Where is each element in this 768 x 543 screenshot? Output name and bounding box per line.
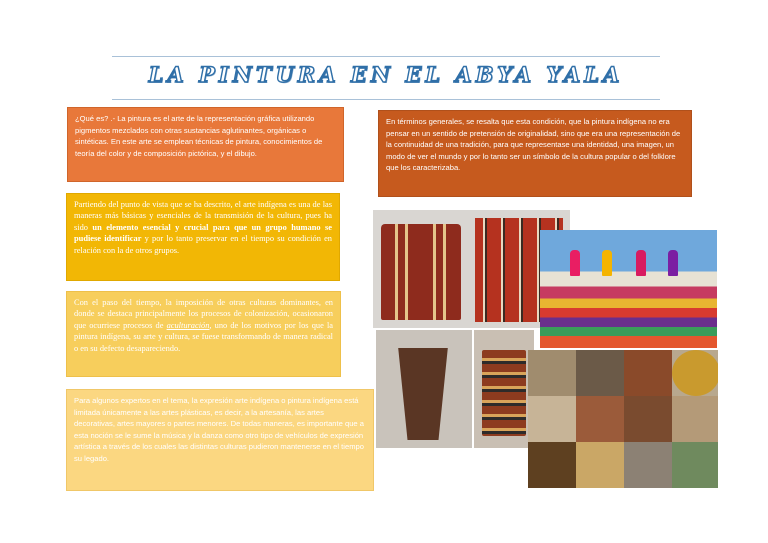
acculturation-term: aculturación xyxy=(166,320,210,330)
depart-emphasis: un elemento esencial y crucial para que un grupo humano se pudiese identificar xyxy=(74,222,332,244)
bottom-rule xyxy=(112,99,660,100)
depart-text-b: y por lo tanto preservar en el tiempo su condición en relación con la de otros grupos. xyxy=(74,234,332,255)
kero-vessel-photo xyxy=(474,330,534,448)
acculturation-box xyxy=(66,291,341,377)
definition-box: ¿Qué es? .- La pintura es el arte de la representación gráfica utilizando pigmentos mezclados con otras sustancias aglutinantes, orgánicas o sintéticas. En este arte se emplean técnicas de pintura, conocimientos de teoría del color y de composición pictórica, y el dibujo. xyxy=(67,107,344,182)
time-text-b: , uno de los motivos por los que la pintura indígena, su arte y cultura, se fuese transformando de manera radical o en su defecto desapareciendo. xyxy=(74,320,333,353)
general-terms-box: En términos generales, se resalta que esta condición, que la pintura indígena no era pensar en un sentido de pretensión de originalidad, sino que era una representación de la continuidad de una tradición, para que representase una identidad, una imagen, un modo de ver el mundo y por lo tanto ser un símbolo de la cultura popular o del folklore que los caracterizaba. xyxy=(378,110,692,197)
cultural-transmission-box xyxy=(66,193,340,281)
kero-cup-photo xyxy=(376,330,472,448)
time-text-a: Con el paso del tiempo, la imposición de otras culturas dominantes, en donde se destaca principalmente los procesos de colonización, ocasionaron que ocurriese procesos de xyxy=(74,298,333,330)
artifact-collage-photo xyxy=(528,350,718,488)
depart-text-a: Partiendo del punto de vista que se ha descrito, el arte indígena es una de las maneras más básicas y esenciales de la transmisión de la cultura, pues ha sido xyxy=(74,200,332,232)
experts-box: Para algunos expertos en el tema, la expresión arte indígena o pintura indígena está limitada únicamente a las artes plásticas, es decir, a la artesanía, las artes decorativas, artes mayores o partes menores. De todas maneras, es importante que a esta noción se le sume la música y la danza como otro tipo de vehículos de expresión artística a través de los cuales las distintas culturas pudieron mantenerse en el tiempo su legado. xyxy=(66,389,374,491)
poncho-shape xyxy=(381,224,461,320)
festival-photo xyxy=(540,230,717,348)
top-rule xyxy=(112,56,660,57)
page-title: LA PINTURA EN EL ABYA YALA xyxy=(148,62,624,87)
